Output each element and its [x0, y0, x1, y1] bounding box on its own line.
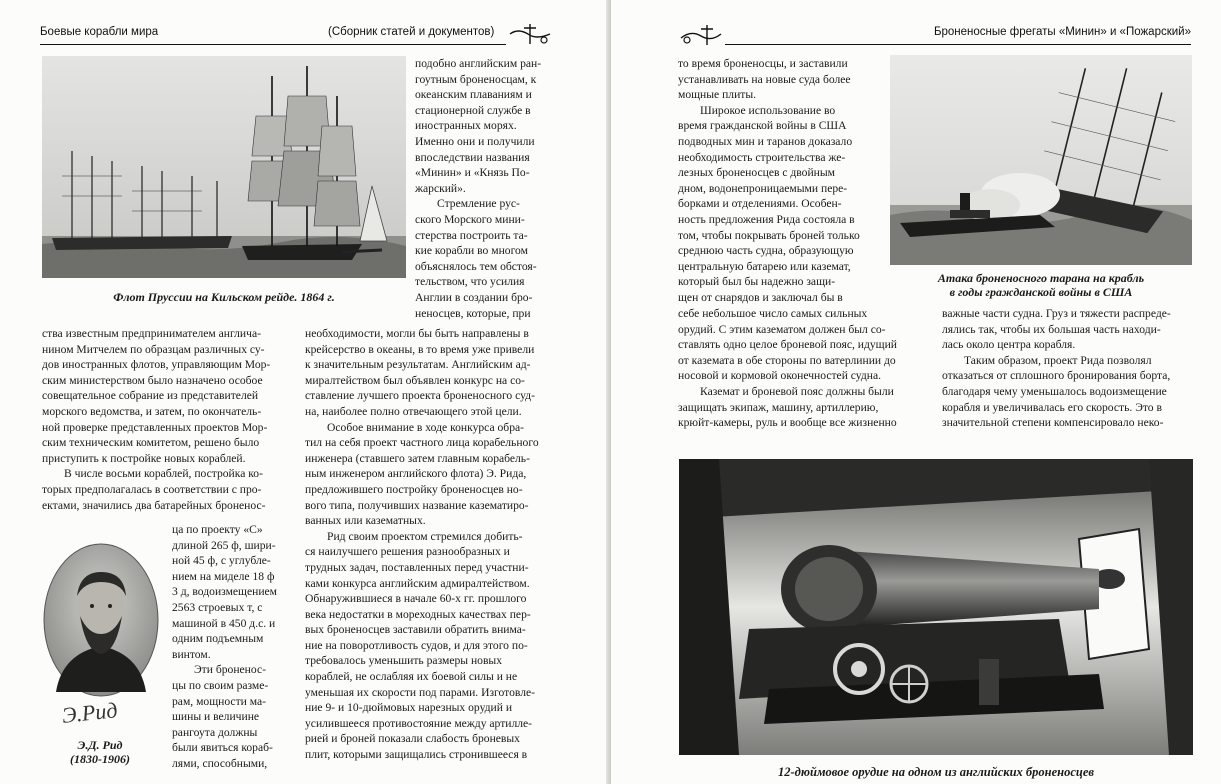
text-line: жарский».	[415, 181, 466, 195]
text-line: торых предполагалась в соответствии с про-	[42, 482, 262, 496]
text-line: ским техническим комитетом, решено было	[42, 436, 260, 450]
text-line: подводных мин и таранов доказало	[678, 134, 853, 148]
text-line: нином Митчелем по образцам различных су-	[42, 342, 265, 356]
right-col1-text	[678, 56, 882, 306]
text-line: века недостатки в мореходных качествах пер-	[305, 607, 531, 621]
text-line: усилившееся противостояние между артилле-	[305, 716, 533, 730]
portrait-caption-name: Э.Д. Рид	[77, 738, 123, 752]
text-line: океанским плаваниям и	[415, 88, 532, 102]
text-line: Стремление рус-	[437, 197, 520, 211]
text-line: миралтейством был объявлен конкурс на со-	[305, 373, 525, 387]
text-line: 3 д, водоизмещением	[172, 585, 278, 599]
text-line: кораблей, не ослабляя их боевой силы и не	[305, 670, 518, 684]
text-line: Таким образом, проект Рида позволял	[964, 353, 1152, 367]
text-line: на, наиболее полно отвечающего этой цели.	[305, 404, 522, 418]
text-line: благодаря чему уменьшалось водоизмещение	[942, 384, 1167, 398]
portrait-caption-years: (1830-1906)	[70, 752, 130, 766]
text-line: ся наилучшего решения разнообразных и	[305, 545, 510, 559]
text-line: инженера (ставшего затем главным корабель-	[305, 451, 530, 465]
left-col2-bottom	[305, 326, 553, 763]
left-header-rule	[40, 44, 506, 45]
text-line: защищать экипаж, машину, артиллерию,	[678, 400, 879, 414]
text-line: отказаться от сплошного бронирования борта,	[942, 369, 1171, 383]
left-col1-text	[42, 326, 292, 513]
text-line: Англии в создании бро-	[415, 290, 533, 304]
right-col2-text	[942, 306, 1192, 431]
text-line: Каземат и броневой пояс должны были	[700, 384, 894, 398]
text-line: нием на миделе 18 ф	[172, 569, 275, 583]
text-line: необходимость строительства же-	[678, 150, 846, 164]
right-header-title: Броненосные фрегаты «Минин» и «Пожарский»	[933, 26, 1191, 38]
text-line: дов иностранных флотов, управляющим Мор-	[42, 358, 271, 372]
right-page	[611, 0, 1221, 784]
text-line: щен от снарядов и заключал бы в	[678, 290, 843, 304]
text-line: кие корабли во многом	[415, 244, 528, 258]
text-line: носовой и кормовой оконечностей судна.	[678, 369, 882, 383]
text-line: приступить к постройке новых кораблей.	[42, 451, 246, 465]
right-col1-wide	[678, 306, 928, 431]
gun-photo-caption: 12-дюймовое орудие на одном из английских броненосцев	[778, 765, 1094, 779]
text-line: ной проверке представленных проектов Мор-	[42, 420, 268, 434]
text-line: то время броненосцы, и заставили	[678, 57, 848, 70]
text-line: ным инженером английского флота) Э. Рида,	[305, 467, 527, 481]
text-line: устанавливать на новые суда более	[678, 72, 851, 86]
text-line: «Минин» и «Князь По-	[415, 166, 530, 180]
text-line: ского Морского мини-	[415, 212, 525, 226]
text-line: корабля и увеличивалась его скорость. Это в	[942, 400, 1162, 414]
text-line: цы по своим разме-	[172, 678, 269, 692]
text-line: машиной в 450 д.с. и	[172, 616, 276, 630]
text-line: В числе восьми кораблей, постройка ко-	[64, 467, 263, 481]
text-line: стерства построить та-	[415, 228, 528, 242]
text-line: уменьшая их скорости под парами. Изготовле-	[305, 685, 535, 699]
text-line: среднюю часть судна, образующую	[678, 244, 854, 258]
text-line: объяснялось тем обстоя-	[415, 259, 537, 273]
text-line: длиной 265 ф, шири-	[172, 538, 276, 552]
text-line: значительной степени компенсировало неко-	[942, 416, 1164, 430]
text-line: неносцев, которые, при	[415, 306, 531, 320]
text-line: стационерной службе в	[415, 103, 531, 117]
anchor-emblem-icon	[506, 20, 554, 48]
text-line: лялись так, чтобы их большая часть находи-	[942, 322, 1161, 336]
text-line: ками конкурса английским адмиралтейством.	[305, 576, 530, 590]
text-line: иностранных морях.	[415, 119, 517, 133]
text-line: Обнаружившиеся в начале 60-х гг. прошлого	[305, 592, 527, 606]
text-line: ским министерством было назначено особое	[42, 373, 263, 387]
text-line: ектами, значились два батарейных броненос-	[42, 498, 266, 512]
text-line: требовалось уменьшить размеры новых	[305, 654, 503, 668]
text-line: тельством, что усилия	[415, 275, 525, 289]
text-line: были явиться кораб-	[172, 741, 273, 755]
left-header-title: Боевые корабли мира	[40, 26, 159, 38]
text-line: крюйт-камеры, руль и вообще все жизненно	[678, 416, 897, 430]
text-line: предложившего постройку броненосцев но-	[305, 482, 523, 496]
left-page	[0, 0, 610, 784]
text-line: шины и величине	[172, 710, 260, 724]
text-line: к значительным результатам. Английским ад-	[305, 358, 531, 372]
text-line: борками и отделениями. Особен-	[678, 197, 842, 211]
ram-caption-line2: в годы гражданской войны в США	[949, 285, 1133, 299]
text-line: рангоута должны	[172, 725, 258, 739]
text-line: Особое внимание в ходе конкурса обра-	[327, 420, 525, 434]
text-line: ставлять одно целое броневой пояс, идущий	[678, 338, 898, 352]
text-line: необходимости, могли бы быть направлены в	[305, 327, 529, 340]
left-col2-top	[415, 56, 553, 321]
prussian-fleet-engraving	[42, 56, 406, 278]
left-header-subtitle: (Сборник статей и документов)	[328, 26, 495, 38]
text-line: дном, водонепроницаемыми пере-	[678, 181, 848, 195]
text-line: центральную батарею или каземат,	[678, 259, 851, 273]
text-line: ства известным предпринимателем англича-	[42, 327, 261, 340]
text-line: который был бы надежно защи-	[678, 275, 836, 289]
text-line: том, чтобы покрывать броней только	[678, 228, 860, 242]
text-line: крейсерство в океаны, в то время уже привели	[305, 342, 535, 356]
text-line: рам, мощности ма-	[172, 694, 267, 708]
text-line: ца по проекту «С»	[172, 523, 263, 536]
text-line: важные части судна. Груз и тяжести распреде-	[942, 307, 1171, 320]
text-line: ность предложения Рида состояла в	[678, 212, 855, 226]
text-line: плит, которыми защищались стронившееся в	[305, 748, 528, 762]
text-line: орудий. С этим казематом должен был со-	[678, 322, 886, 336]
text-line: ние 9- и 10-дюймовых нарезных орудий и	[305, 701, 513, 715]
text-line: морского ведомства, и затем, по окончатель-	[42, 404, 262, 418]
text-line: ванных или казематных.	[305, 514, 426, 528]
fleet-photo-caption: Флот Пруссии на Кильском рейде. 1864 г.	[113, 290, 335, 304]
text-line: Именно они и получили	[415, 134, 535, 148]
text-line: тил на себя проект частного лица корабельного	[305, 436, 539, 450]
text-line: гоутным броненосцам, к	[415, 72, 537, 86]
text-line: трудных задач, поставленных перед участни-	[305, 560, 529, 574]
text-line: себе небольшое число самых сильных	[678, 307, 868, 320]
text-line: Эти броненос-	[194, 663, 266, 677]
text-line: рией и броней показали слабость броневых	[305, 732, 520, 746]
ram-caption-line1: Атака броненосного тарана на крабль	[937, 271, 1145, 285]
reed-signature: Э.Рид	[60, 697, 119, 728]
ram-attack-photo	[890, 55, 1192, 265]
text-line: лезных броненосцев с двойным	[678, 166, 836, 180]
text-line: совещательное собрание из представителей	[42, 389, 259, 403]
text-line: вого типа, получивших название казематиро-	[305, 498, 529, 512]
text-line: подобно английским ран-	[415, 57, 542, 70]
left-col1-narrow	[172, 522, 290, 772]
text-line: от каземата в обе стороны по ватерлинии до	[678, 353, 896, 367]
text-line: 2563 строевых т, с	[172, 600, 263, 614]
text-line: Широкое использование во	[700, 103, 836, 117]
gun-photo	[679, 459, 1193, 755]
text-line: одним подъемным	[172, 632, 264, 646]
text-line: ставление лучшего проекта броненосного суд-	[305, 389, 535, 403]
text-line: ной 45 ф, с углубле-	[172, 554, 271, 568]
text-line: вых броненосцев заставили обратить внима-	[305, 623, 526, 637]
text-line: винтом.	[172, 647, 211, 661]
text-line: время гражданской войны в США	[678, 119, 847, 133]
text-line: Рид своим проектом стремился добить-	[327, 529, 523, 543]
anchor-emblem-icon	[677, 22, 725, 48]
text-line: мощные плиты.	[678, 88, 757, 102]
reed-portrait	[42, 542, 160, 700]
text-line: лась около центра корабля.	[942, 338, 1076, 352]
text-line: впоследствии названия	[415, 150, 530, 164]
text-line: ние на поворотливость судов, и для этого по-	[305, 638, 528, 652]
text-line: лями, способными,	[172, 756, 268, 770]
